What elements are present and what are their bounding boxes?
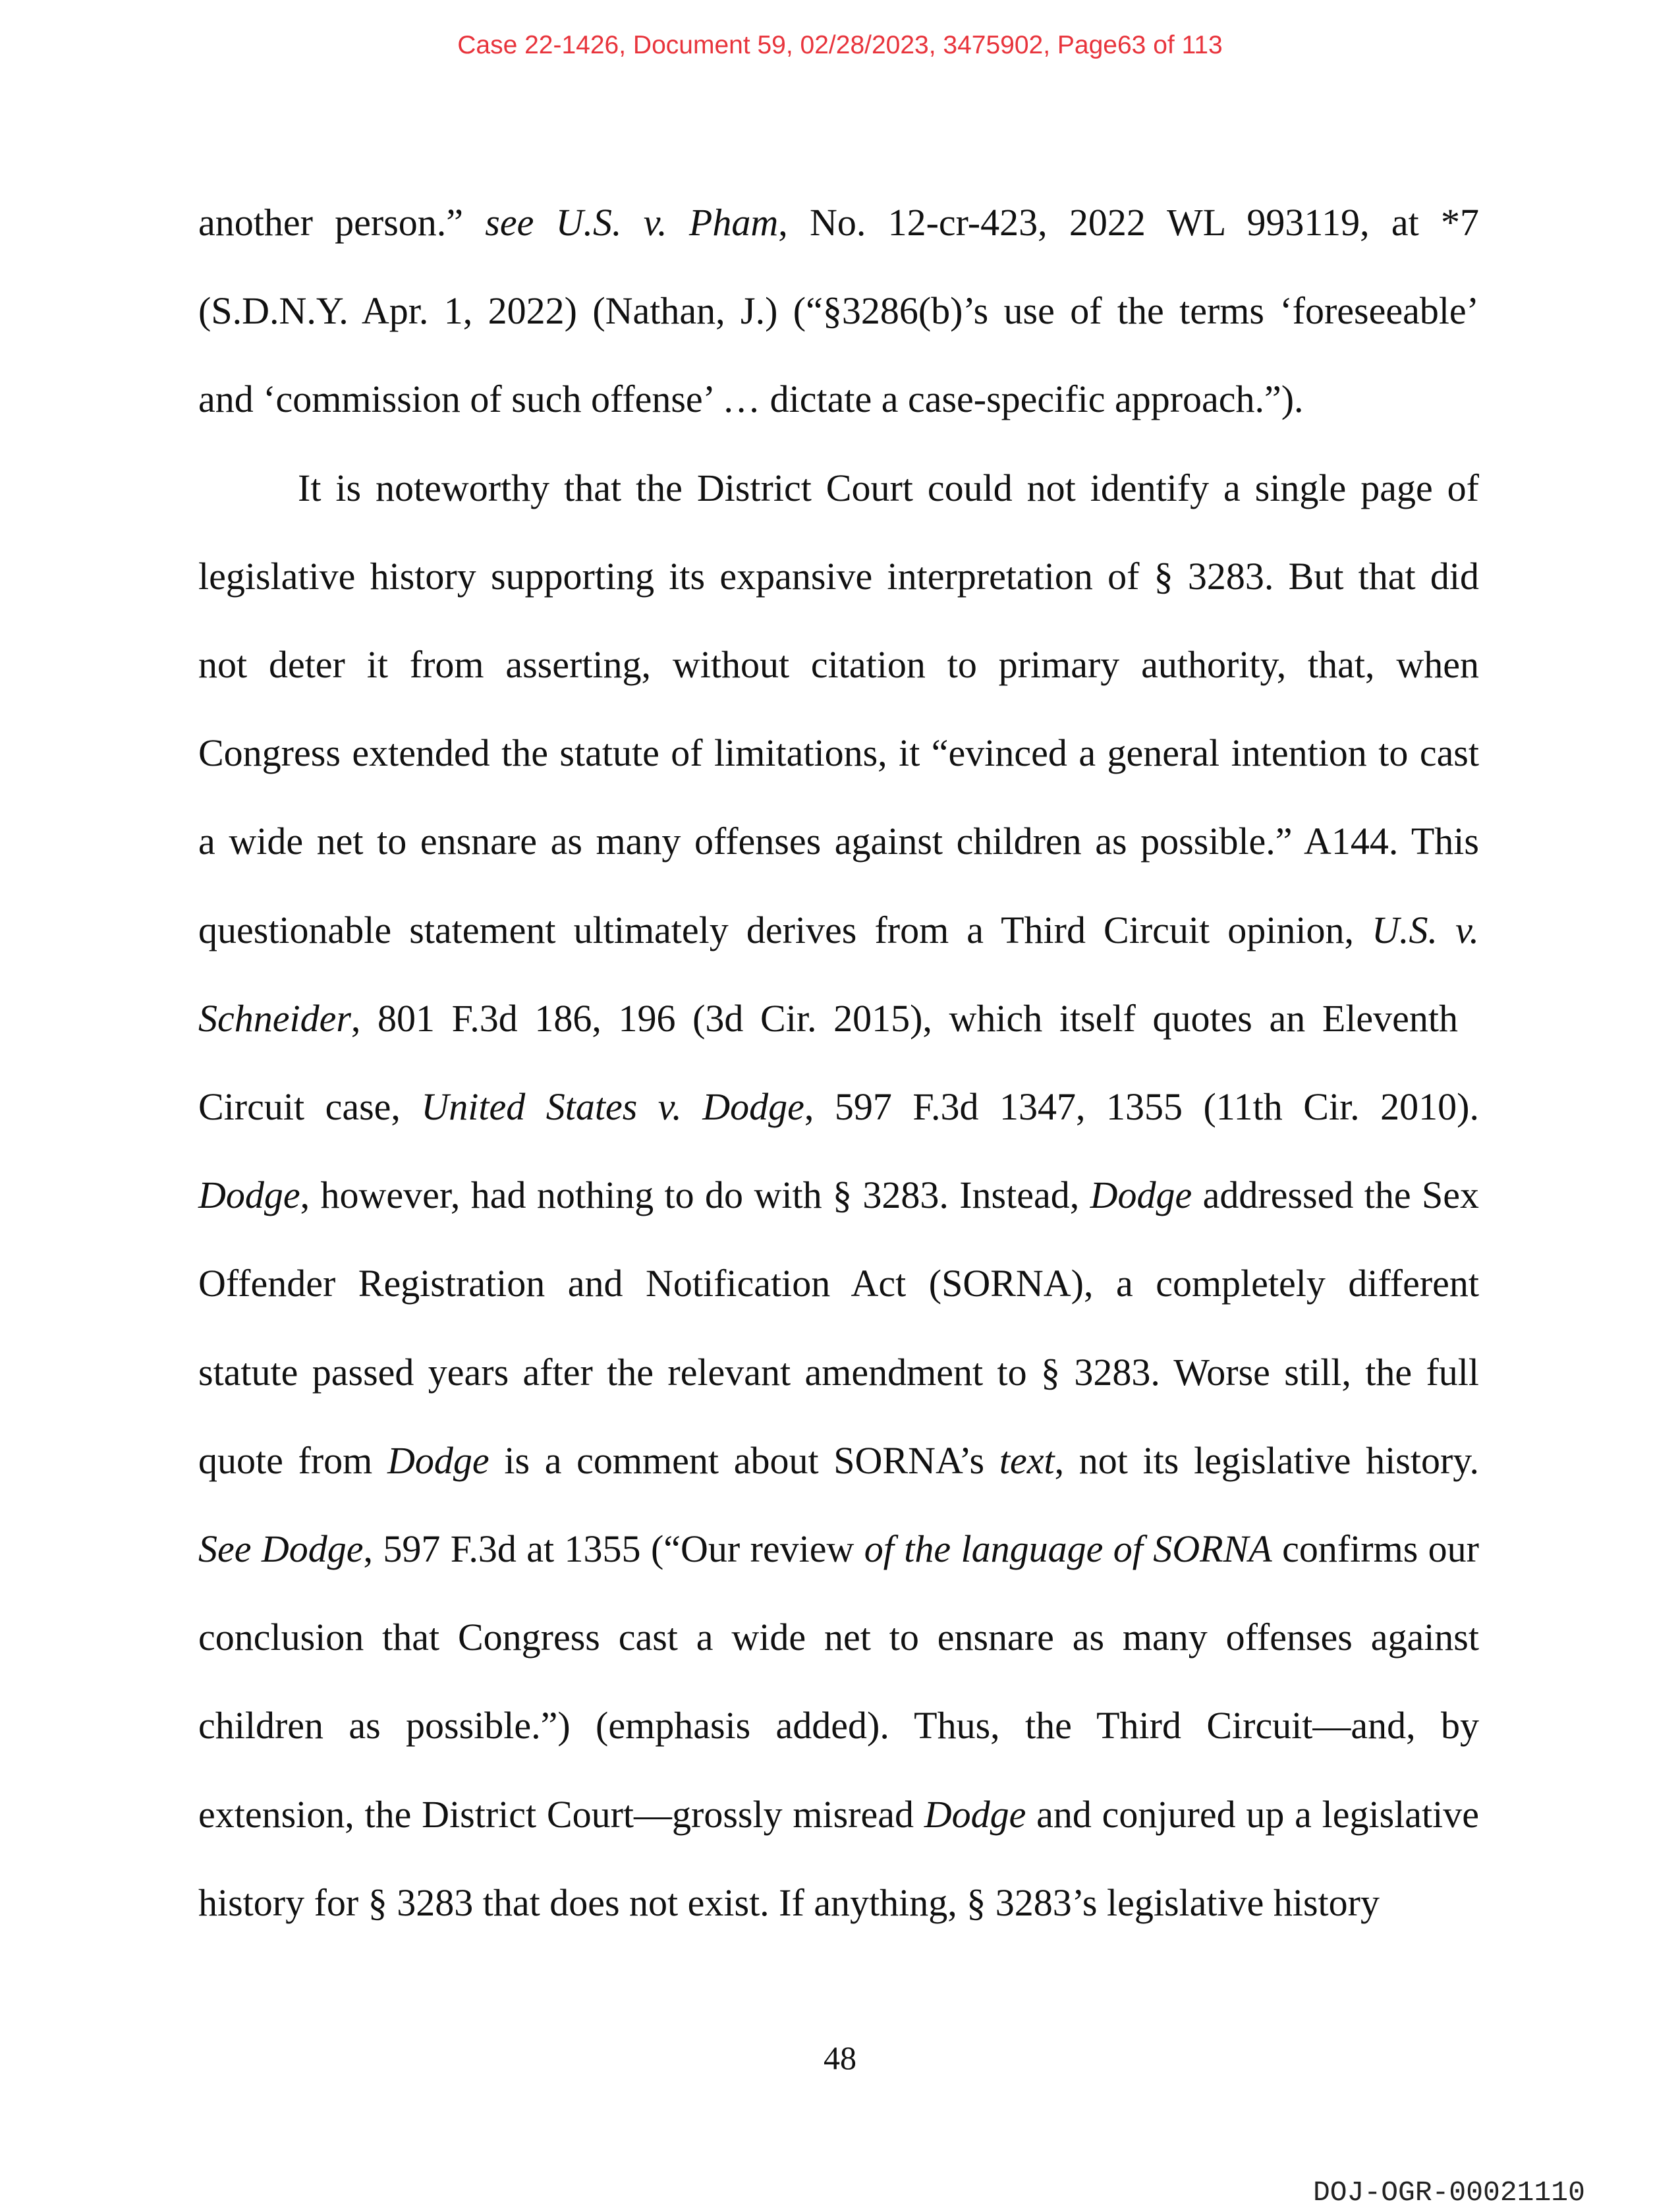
ecf-filing-header: Case 22-1426, Document 59, 02/28/2023, 3475902, Page63 of 113 <box>457 31 1223 59</box>
text-run: , 597 F.3d 1347, 1355 (11th Cir. 2010). <box>804 1085 1480 1128</box>
text-run: quote from <box>198 1438 388 1482</box>
text-line <box>198 1261 1479 1307</box>
text-run: a wide net to ensnare as many offenses against children as possible.” A144. This <box>198 820 1479 863</box>
page-number: 48 <box>824 2039 856 2076</box>
text-line <box>198 1438 1479 1484</box>
text-line <box>198 288 1479 334</box>
text-run: legislative history supporting its expansive interpretation of § 3283. But that did <box>198 554 1479 598</box>
text-run: Congress extended the statute of limitations, it “evinced a general intention to cast <box>198 731 1479 775</box>
text-line <box>198 1880 1479 1926</box>
text-line <box>198 1703 1479 1749</box>
text-line <box>198 1172 1479 1218</box>
italic-citation: U.S. v. <box>1372 908 1480 951</box>
text-line <box>198 642 1479 688</box>
text-run: , not its legislative history. <box>1054 1438 1479 1482</box>
italic-citation: Dodge <box>1090 1174 1192 1217</box>
text-run: Offender Registration and Notification Act (SORNA), a completely different <box>198 1262 1479 1305</box>
italic-citation: See Dodge <box>198 1527 364 1570</box>
italic-citation: Dodge <box>198 1174 300 1217</box>
text-run: confirms our <box>1272 1527 1479 1570</box>
text-run: and ‘commission of such offense’ … dictate a case-specific approach.”). <box>198 378 1304 421</box>
text-line <box>198 200 1479 246</box>
text-run: It is noteworthy that the District Court could not identify a single page of <box>298 466 1479 509</box>
text-run: and conjured up a legislative <box>1026 1792 1479 1836</box>
italic-citation: of the language of SORNA <box>864 1527 1272 1570</box>
italic-citation: Dodge <box>924 1792 1026 1836</box>
text-line <box>198 996 1458 1042</box>
text-line <box>198 1526 1479 1572</box>
italic-citation: Schneider <box>198 996 351 1040</box>
text-run: children as possible.”) (emphasis added). Thus, the Third Circuit—and, by <box>198 1704 1479 1747</box>
text-line <box>198 907 1479 953</box>
text-line <box>198 1614 1479 1660</box>
text-run: , No. 12-cr-423, 2022 WL 993119, at *7 <box>778 201 1480 244</box>
italic-citation: text <box>999 1438 1055 1482</box>
text-run: history for § 3283 that does not exist. If anything, § 3283’s legislative history <box>198 1881 1380 1924</box>
text-run: (S.D.N.Y. Apr. 1, 2022) (Nathan, J.) (“§3286(b)’s use of the terms ‘foreseeable’ <box>198 289 1479 333</box>
text-run: conclusion that Congress cast a wide net to ensnare as many offenses against <box>198 1616 1479 1659</box>
text-run: , 801 F.3d 186, 196 (3d Cir. 2015), which itself quotes an Eleventh <box>350 996 1458 1040</box>
text-run: statute passed years after the relevant amendment to § 3283. Worse still, the full <box>198 1350 1479 1394</box>
text-line <box>198 553 1479 600</box>
text-run: Circuit case, <box>198 1085 422 1128</box>
text-line <box>298 465 1479 511</box>
text-run: another person.” <box>198 201 486 244</box>
text-line <box>198 730 1479 776</box>
bates-number: DOJ-OGR-00021110 <box>1313 2176 1585 2209</box>
text-line <box>198 818 1479 865</box>
text-line <box>198 1084 1479 1130</box>
text-line <box>198 1349 1479 1396</box>
text-line <box>198 1792 1479 1838</box>
text-run: is a comment about SORNA’s <box>489 1438 999 1482</box>
italic-citation: United States v. Dodge <box>421 1085 804 1128</box>
italic-citation: see U.S. v. Pham <box>485 201 779 244</box>
text-run: not deter it from asserting, without citation to primary authority, that, when <box>198 643 1479 686</box>
text-run: , however, had nothing to do with § 3283. Instead, <box>300 1174 1090 1217</box>
italic-citation: Dodge <box>387 1438 490 1482</box>
text-run: addressed the Sex <box>1192 1174 1479 1217</box>
text-run: , 597 F.3d at 1355 (“Our review <box>363 1527 864 1570</box>
text-run: extension, the District Court—grossly misread <box>198 1792 924 1836</box>
text-line <box>198 376 1479 422</box>
text-run: questionable statement ultimately derives from a Third Circuit opinion, <box>198 908 1372 951</box>
